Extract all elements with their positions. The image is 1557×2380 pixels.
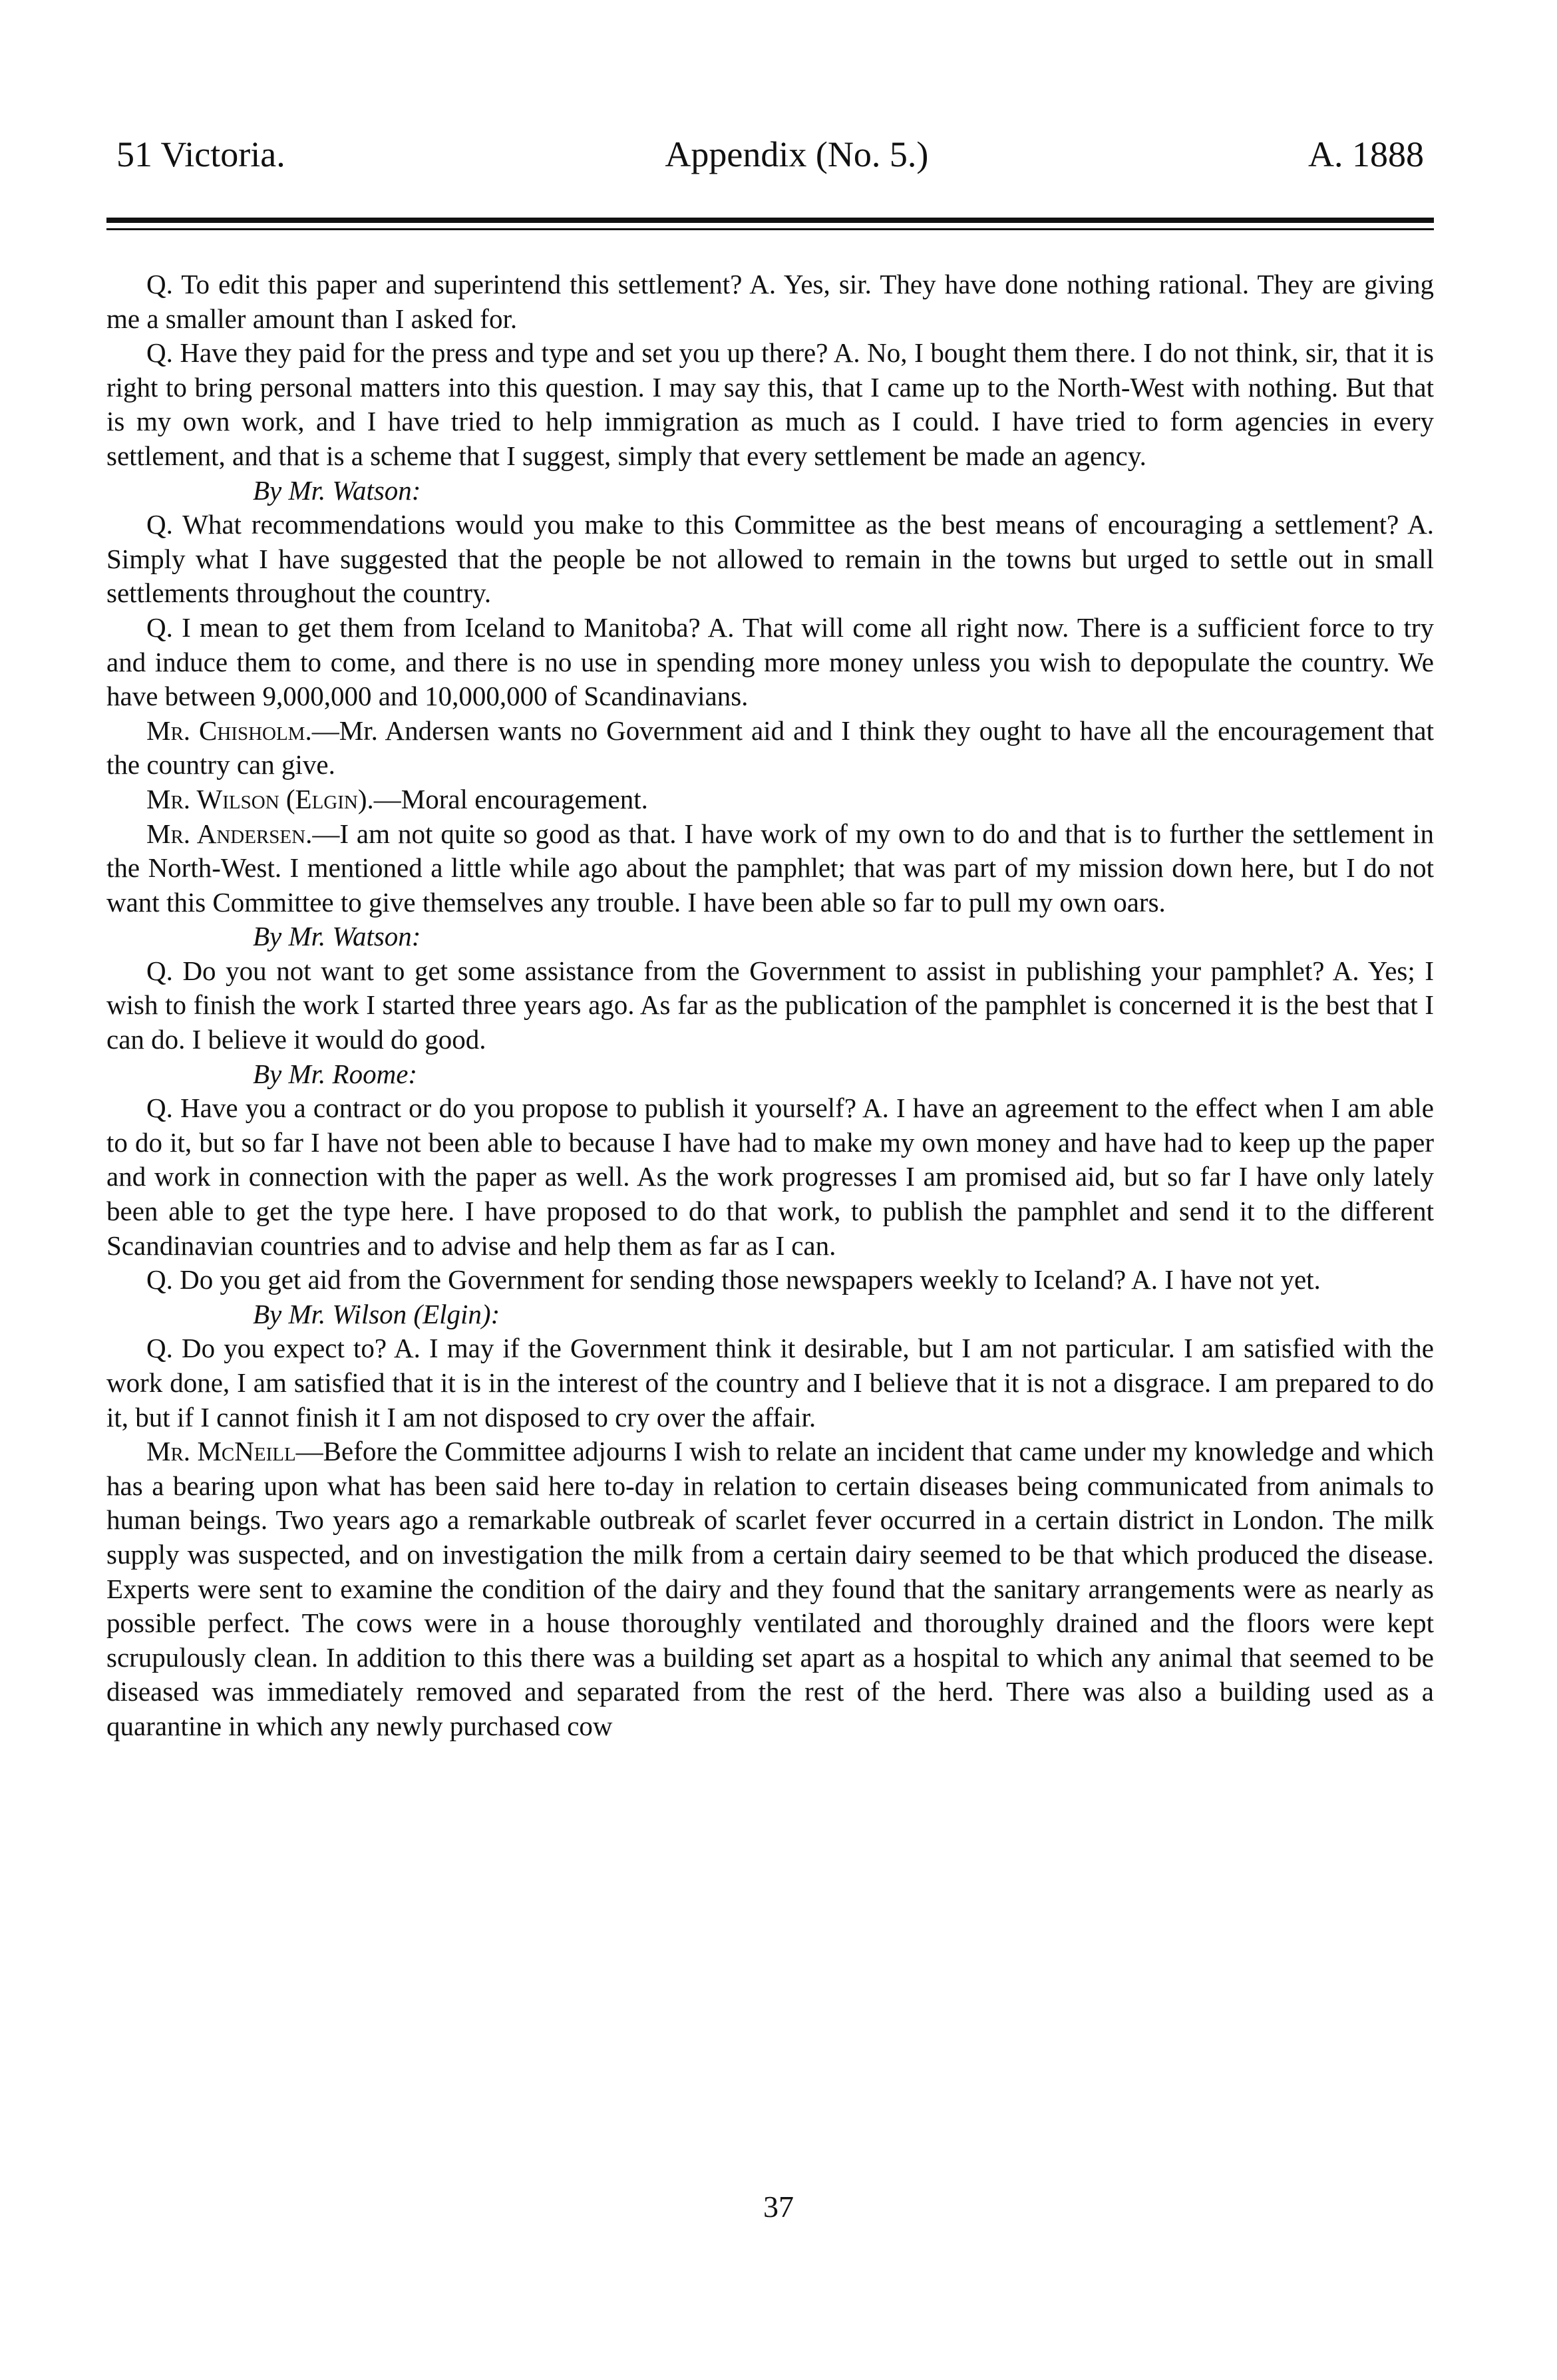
speaker-statement: —Mr. Andersen wants no Government aid and I think they ought to have all the encouragement that the country can give. [106, 715, 1434, 780]
paragraph: Q. Do you get aid from the Government for sending those newspapers weekly to Iceland? A. I have not yet. [146, 1264, 1321, 1295]
paragraph: Q. Do you not want to get some assistance from the Government to assist in publishing your pamphlet? A. Yes; I wish to finish the work I started three years ago. As far as the publication of the pamphlet is concerned it is the best that I can do. I believe it would do good. [106, 955, 1434, 1055]
paragraph: Q. I mean to get them from Iceland to Manitoba? A. That will come all right now. There is a sufficient force to try and induce them to come, and there is no use in spending more money unless you wish to depopulate the country. We have between 9,000,000 and 10,000,000 of Scandinavians. [106, 611, 1434, 712]
document-page [106, 136, 1434, 1744]
speaker-paragraph [106, 714, 1434, 782]
speaker-name: Mr. Chisholm. [146, 715, 312, 746]
speaker-paragraph [106, 782, 1434, 817]
examiner-subheading: By Mr. Roome: [253, 1058, 418, 1089]
paragraph: Q. To edit this paper and superintend this settlement? A. Yes, sir. They have done nothing rational. They are giving me a smaller amount than I asked for. [106, 269, 1434, 334]
testimony-body [106, 267, 1434, 1744]
speaker-statement: —I am not quite so good as that. I have work of my own to do and that is to further the settlement in the North-West. I mentioned a little while ago about the pamphlet; that was part of my mission down here, but I do not want this Committee to give themselves any trouble. I have been able so far to pull my own oars. [106, 818, 1434, 918]
header-rule-thick [106, 218, 1434, 223]
examiner-subheading: By Mr. Watson: [253, 921, 421, 952]
speaker-statement: —Before the Committee adjourns I wish to relate an incident that came under my knowledge and which has a bearing upon what has been said here to-day in relation to certain diseases being communicated from animals to human beings. Two years ago a remarkable outbreak of scarlet fever occurred in a certain district in London. The milk supply was suspected, and on investigation the milk from a certain dairy seemed to be that which produced the disease. Experts were sent to examine the condition of the dairy and they found that the sanitary arrangements were as nearly as possible perfect. The cows were in a house thoroughly ventilated and thoroughly drained and the floors were kept scrupulously clean. In addition to this there was a building set apart as a hospital to which any animal that seemed to be diseased was immediately removed and separated from the rest of the herd. There was also a building used as a quarantine in which any newly purchased cow [106, 1436, 1434, 1741]
paragraph: Q. Do you expect to? A. I may if the Government think it desirable, but I am not particular. I am satisfied with the work done, I am satisfied that it is in the interest of the country and I believe that it is not a disgrace. I am prepared to do it, but if I cannot finish it I am not disposed to cry over the affair. [106, 1333, 1434, 1433]
speaker-paragraph [106, 1435, 1434, 1743]
header-year: A. 1888 [1308, 134, 1424, 174]
running-header [106, 136, 1434, 172]
examiner-subheading: By Mr. Watson: [253, 474, 421, 506]
header-rule-thin [106, 228, 1434, 230]
paragraph: Q. Have you a contract or do you propose to publish it yourself? A. I have an agreement to the effect when I am able to do it, but so far I have not been able to because I have had to make my own money and have had to keep up the paper and work in connection with the paper as well. As the work progresses I am promised aid, but so far I have only lately been able to get the type here. I have proposed to do that work, to publish the pamphlet and send it to the different Scandinavian countries and to advise and help them as far as I can. [106, 1093, 1434, 1261]
examiner-subheading: By Mr. Wilson (Elgin): [253, 1298, 500, 1329]
speaker-paragraph [106, 817, 1434, 920]
page-number: 37 [763, 2190, 794, 2224]
speaker-statement: —Moral encouragement. [373, 783, 648, 814]
speaker-name: Mr. Wilson (Elgin). [146, 783, 374, 814]
speaker-name: Mr. McNeill [146, 1436, 296, 1467]
header-session: 51 Victoria. [116, 134, 285, 174]
paragraph: Q. What recommendations would you make to this Committee as the best means of encouraging a settlement? A. Simply what I have suggested that the people be not allowed to remain in the towns but urged to settle out in small settlements throughout the country. [106, 509, 1434, 609]
paragraph: Q. Have they paid for the press and type and set you up there? A. No, I bought them there. I do not think, sir, that it is right to bring personal matters into this question. I may say this, that I came up to the North-West with nothing. But that is my own work, and I have tried to help immigration as much as I could. I have tried to form agencies in every settlement, and that is a scheme that I suggest, simply that every settlement be made an agency. [106, 337, 1434, 471]
header-appendix: Appendix (No. 5.) [665, 134, 929, 174]
speaker-name: Mr. Andersen. [146, 818, 313, 849]
